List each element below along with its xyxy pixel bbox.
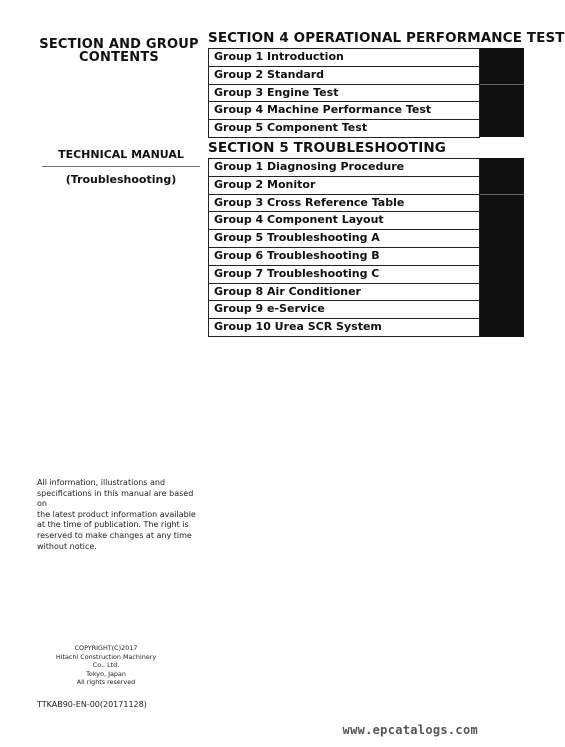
copyright-line: Hitachi Construction Machinery Co., Ltd. [55,652,157,669]
contents-title [36,38,202,64]
manual-type: TECHNICAL MANUAL [58,148,184,161]
section-5-group-10[interactable]: Group 10 Urea SCR System [208,319,480,337]
contents-title-line-2: CONTENTS [79,50,159,65]
section-5-group-list [208,158,480,337]
disclaimer-line: at the time of publication. The right is [37,520,189,530]
section-5-group-4[interactable]: Group 4 Component Layout [208,212,480,230]
section-5-group-2[interactable]: Group 2 Monitor [208,177,480,195]
copyright-block [50,644,162,687]
disclaimer-line: the latest product information available [37,509,196,519]
section-5-group-1[interactable]: Group 1 Diagnosing Procedure [208,159,480,177]
section-4-group-2[interactable]: Group 2 Standard [208,67,480,85]
section-4-edge-tab [480,48,524,84]
section-5-group-9[interactable]: Group 9 e-Service [208,301,480,319]
section-5-group-5[interactable]: Group 5 Troubleshooting A [208,230,480,248]
section-5-group-6[interactable]: Group 6 Troubleshooting B [208,248,480,266]
copyright-line: All rights reserved [76,678,136,686]
section-4-group-5[interactable]: Group 5 Component Test [208,120,480,138]
contents-title-line-1: SECTION AND GROUP [39,37,199,52]
section-4-group-list [208,48,480,138]
section-5-group-8[interactable]: Group 8 Air Conditioner [208,284,480,302]
copyright-line: Tokyo, Japan [86,669,126,678]
copyright-line: COPYRIGHT(C)2017 [74,644,138,652]
manual-type-divider [42,166,200,167]
document-code: TTKAB90-EN-00(20171128) [37,700,147,709]
section-4-group-3[interactable]: Group 3 Engine Test [208,85,480,103]
disclaimer-line: without notice. [37,541,97,551]
disclaimer-line: reserved to make changes at any time [37,530,192,540]
disclaimer-line: All information, illustrations and [37,478,166,487]
disclaimer-line: specifications in this manual are based on [37,488,194,509]
watermark-url: www.epcatalogs.com [342,723,478,737]
section-4-edge-tab-lower [480,85,524,137]
section-4-group-4[interactable]: Group 4 Machine Performance Test [208,102,480,120]
section-5-group-7[interactable]: Group 7 Troubleshooting C [208,266,480,284]
section-4-group-1[interactable]: Group 1 Introduction [208,49,480,67]
section-5-group-3[interactable]: Group 3 Cross Reference Table [208,195,480,213]
section-5-edge-tab [480,158,524,194]
manual-subtype: (Troubleshooting) [65,173,177,186]
section-5-edge-tab-lower [480,195,524,337]
disclaimer-text [37,478,197,552]
section-4-title: SECTION 4 OPERATIONAL PERFORMANCE TEST [208,30,565,46]
section-5-title: SECTION 5 TROUBLESHOOTING [208,140,446,156]
